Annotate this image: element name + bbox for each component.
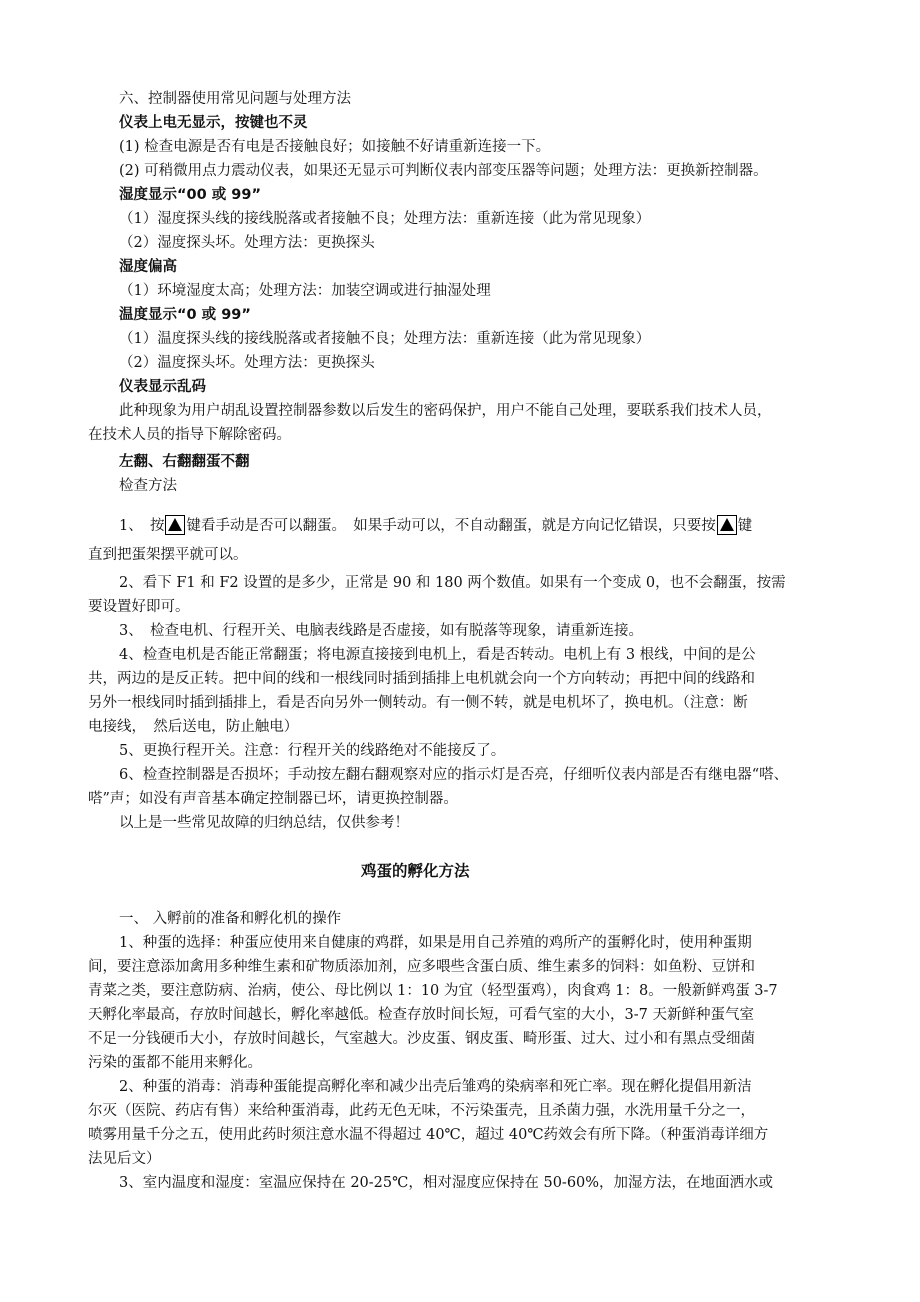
text-line: 此种现象为用户胡乱设置控制器参数以后发生的密码保护，用户不能自己处理，要联系我们技术人员， [119,403,772,419]
text-line: (2) 可稍微用点力震动仪表，如果还无显示可判断仪表内部变压器等问题；处理方法：更换新控制器。 [119,163,768,179]
problem-title: 左翻、右翻翻蛋不翻 [119,454,250,470]
text-line: 天孵化率最高，存放时间越长，孵化率越低。检查存放时间长短，可看气室的大小，3-7 天新鲜种蛋气室 [88,1007,754,1023]
text-line: 青菜之类，要注意防病、治病，使公、母比例以 1：10 为宜（轻型蛋鸡），肉食鸡 1：8。一般新鲜鸡蛋 3-7 [88,983,778,999]
text-line: 嗒”声；如没有声音基本确定控制器已坏，请更换控制器。 [88,791,458,807]
text-line: 2、种蛋的消毒：消毒种蛋能提高孵化率和减少出壳后雏鸡的染病率和死亡率。现在孵化提倡用新洁 [119,1079,752,1095]
text-line: 5、更换行程开关。注意：行程开关的线路绝对不能接反了。 [119,743,506,759]
text-line: 1、种蛋的选择：种蛋应使用来自健康的鸡群，如果是用自己养殖的鸡所产的蛋孵化时，使用种蛋期 [119,935,752,951]
problem-title: 仪表上电无显示，按键也不灵 [119,115,308,131]
section-heading: 六、控制器使用常见问题与处理方法 [119,91,351,107]
text-line: 4、检查电机是否能正常翻蛋；将电源直接接到电机上，看是否转动。电机上有 3 根线，中间的是公 [119,647,756,663]
up-arrow-key-icon [165,515,185,535]
text-line: 污染的蛋都不能用来孵化。 [88,1055,262,1071]
text-line: 另外一根线同时插到插排上，看是否向另外一侧转动。有一侧不转，就是电机坏了，换电机。（注意：断 [88,695,748,711]
text-fragment: 键 [737,518,753,534]
text-line: 检查方法 [119,478,177,494]
step-1-line [119,515,752,536]
text-line: 2、看下 F1 和 F2 设置的是多少，正常是 90 和 180 两个数值。如果有一个变成 0，也不会翻蛋，按需 [119,575,786,591]
article-title: 鸡蛋的孵化方法 [361,862,470,880]
text-line: 要设置好即可。 [88,599,190,615]
text-line: 共，两边的是反正转。把中间的线和一根线同时插到插排上电机就会向一个方向转动；再把中间的线路和 [88,671,755,687]
text-line: 喷雾用量千分之五，使用此药时须注意水温不得超过 40℃，超过 40℃药效会有所下降。（种蛋消毒详细方 [88,1127,769,1143]
problem-title: 仪表显示乱码 [119,379,206,395]
text-line: 尔灭（医院、药店有售）来给种蛋消毒，此药无色无味，不污染蛋壳，且杀菌力强，水洗用量千分之一， [88,1103,755,1119]
text-line: （1）温度探头线的接线脱落或者接触不良；处理方法：重新连接（此为常见现象） [119,331,651,347]
problem-title: 温度显示“0 或 99” [119,307,251,323]
text-line: 3、 检查电机、行程开关、电脑表线路是否虚接，如有脱落等现象，请重新连接。 [119,623,643,639]
text-line: （2）湿度探头坏。处理方法：更换探头 [119,235,375,251]
text-fragment: 键看手动是否可以翻蛋。 如果手动可以，不自动翻蛋，就是方向记忆错误，只要按 [186,518,716,534]
text-line: 不足一分钱硬币大小，存放时间越长，气室越大。沙皮蛋、钢皮蛋、畸形蛋、过大、过小和有黑点受细菌 [88,1031,755,1047]
text-fragment: 1、 按 [119,518,165,534]
text-line: 6、检查控制器是否损坏；手动按左翻右翻观察对应的指示灯是否亮，仔细听仪表内部是否有继电器“嗒、 [119,767,789,783]
article-section-heading: 一、 入孵前的准备和孵化机的操作 [119,911,342,927]
up-arrow-key-icon [717,515,737,535]
text-line: （2）温度探头坏。处理方法：更换探头 [119,355,375,371]
text-line: (1) 检查电源是否有电是否接触良好；如接触不好请重新连接一下。 [119,139,551,155]
summary-line: 以上是一些常见故障的归纳总结，仅供参考！ [119,815,409,831]
text-line: 在技术人员的指导下解除密码。 [88,427,291,443]
text-line: （1）湿度探头线的接线脱落或者接触不良；处理方法：重新连接（此为常见现象） [119,211,651,227]
problem-title: 湿度显示“00 或 99” [119,187,262,203]
text-line: （1）环境湿度太高；处理方法：加装空调或进行抽湿处理 [119,283,491,299]
text-line: 直到把蛋架摆平就可以。 [88,547,248,563]
text-line: 法见后文） [88,1151,161,1167]
text-line: 3、室内温度和湿度：室温应保持在 20-25℃，相对湿度应保持在 50-60%，加湿方法，在地面洒水或 [119,1175,774,1191]
text-line: 电接线， 然后送电，防止触电） [88,719,299,735]
problem-title: 湿度偏高 [119,259,177,275]
text-line: 间，要注意添加禽用多种维生素和矿物质添加剂，应多喂些含蛋白质、维生素多的饲料：如鱼粉、豆饼和 [88,959,755,975]
